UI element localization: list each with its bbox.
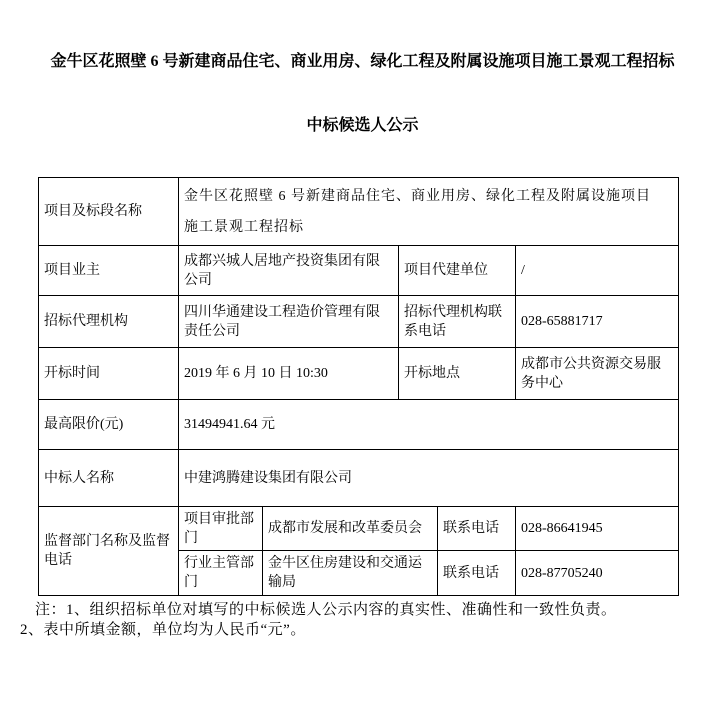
owner-value: 成都兴城人居地产投资集团有限公司 [179, 246, 399, 296]
agency-phone-label: 招标代理机构联系电话 [399, 296, 516, 348]
agency-phone-value: 028-65881717 [516, 296, 679, 348]
price-label: 最高限价(元) [39, 400, 179, 450]
industry-phone-value: 028-87705240 [516, 551, 679, 596]
footnote-1: 注：1、组织招标单位对填写的中标候选人公示内容的真实性、准确性和一致性负责。 [35, 602, 617, 618]
approval-phone-label: 联系电话 [438, 507, 516, 551]
table-row-owner [39, 246, 679, 296]
opening-place-label: 开标地点 [399, 348, 516, 400]
approval-dept-name: 成都市发展和改革委员会 [263, 507, 438, 551]
industry-phone-label: 联系电话 [438, 551, 516, 596]
project-name-value-line1: 金牛区花照壁 6 号新建商品住宅、商业用房、绿化工程及附属设施项目 [184, 188, 651, 204]
agent-unit-value: / [516, 246, 679, 296]
footnote-2: 2、表中所填金额，单位均为人民币“元”。 [20, 622, 306, 638]
price-value: 31494941.64 元 [179, 400, 679, 450]
opening-time-value: 2019 年 6 月 10 日 10:30 [179, 348, 399, 400]
project-name-label: 项目及标段名称 [39, 178, 179, 246]
table-row-agency [39, 296, 679, 348]
project-name-value [179, 178, 679, 246]
agent-unit-label: 项目代建单位 [399, 246, 516, 296]
table-row-winner [39, 450, 679, 507]
project-name-value-line2: 施工景观工程招标 [184, 219, 304, 235]
winner-value: 中建鸿腾建设集团有限公司 [179, 450, 679, 507]
document-subtitle: 中标候选人公示 [306, 117, 419, 134]
approval-phone-value: 028-86641945 [516, 507, 679, 551]
opening-place-value: 成都市公共资源交易服务中心 [516, 348, 679, 400]
agency-value: 四川华通建设工程造价管理有限责任公司 [179, 296, 399, 348]
industry-dept-type: 行业主管部门 [179, 551, 263, 596]
winner-label: 中标人名称 [39, 450, 179, 507]
table-row-supervision-1 [39, 507, 679, 551]
table-row-project [39, 178, 679, 246]
opening-time-label: 开标时间 [39, 348, 179, 400]
approval-dept-type: 项目审批部门 [179, 507, 263, 551]
footnotes [20, 600, 725, 640]
table-row-price [39, 400, 679, 450]
owner-label: 项目业主 [39, 246, 179, 296]
document-title: 金牛区花照壁 6 号新建商品住宅、商业用房、绿化工程及附属设施项目施工景观工程招标 [50, 53, 675, 70]
agency-label: 招标代理机构 [39, 296, 179, 348]
supervision-label: 监督部门名称及监督电话 [39, 507, 179, 596]
table-row-opening [39, 348, 679, 400]
industry-dept-name: 金牛区住房建设和交通运输局 [263, 551, 438, 596]
announcement-table [38, 177, 679, 596]
